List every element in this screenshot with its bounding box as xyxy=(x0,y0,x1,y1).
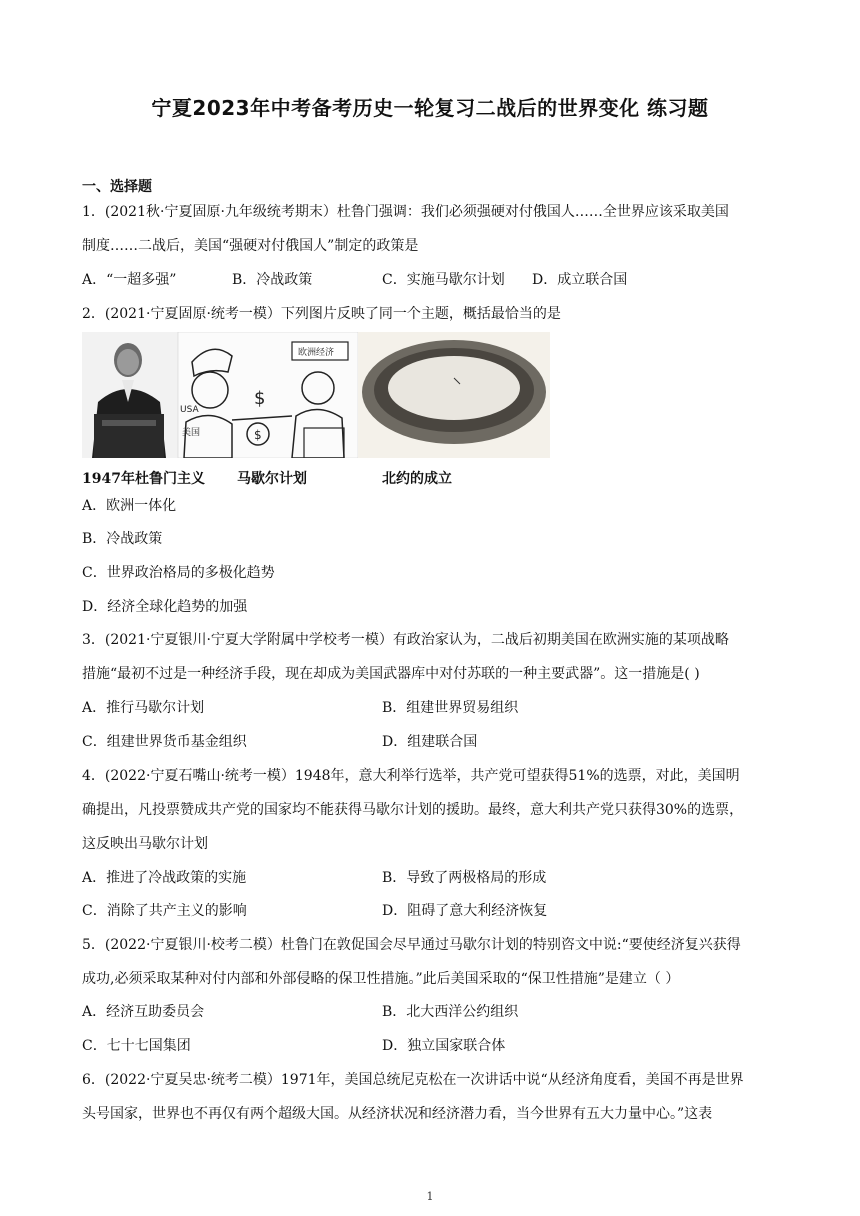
q2-images-svg xyxy=(82,332,550,458)
q6-stem-line2: 头号国家，世界也不再仅有两个超级大国。从经济状况和经济潜力看，当今世界有五大力量中心。”这表 xyxy=(82,1106,713,1122)
q2-caption-truman: 1947年杜鲁门主义 xyxy=(82,471,205,487)
q5-option-a: A．经济互助委员会 xyxy=(82,1004,205,1020)
q2-option-d: D．经济全球化趋势的加强 xyxy=(82,599,248,615)
q4-option-b: B．导致了两极格局的形成 xyxy=(382,870,547,886)
q3-stem-line2: 措施“最初不过是一种经济手段，现在却成为美国武器库中对付苏联的一种主要武器”。这一措施是( ) xyxy=(82,666,700,682)
q5-option-c: C．七十七国集团 xyxy=(82,1038,191,1054)
q4-stem-line1: 4．(2022·宁夏石嘴山·统考一模）1948年，意大利举行选举，共产党可望获得51%的选票，对此，美国明 xyxy=(82,768,740,784)
q4-stem-line3: 这反映出马歇尔计划 xyxy=(82,836,208,852)
q2-caption-marshall: 马歇尔计划 xyxy=(237,471,307,487)
q5-option-b: B．北大西洋公约组织 xyxy=(382,1004,519,1020)
q3-option-c: C．组建世界货币基金组织 xyxy=(82,734,247,750)
q4-option-c: C．消除了共产主义的影响 xyxy=(82,903,247,919)
q2-option-b: B．冷战政策 xyxy=(82,531,163,547)
europe-economy-label: 欧洲经济 xyxy=(298,348,335,358)
q4-option-d: D．阻碍了意大利经济恢复 xyxy=(382,903,548,919)
q1-option-a: A．“一超多强” xyxy=(82,272,177,288)
q1-option-c: C．实施马歇尔计划 xyxy=(382,272,505,288)
nato-meeting-photo xyxy=(358,332,550,458)
q3-stem-line1: 3．(2021·宁夏银川·宁夏大学附属中学校考一模）有政治家认为，二战后初期美国在欧洲实施的某项战略 xyxy=(82,632,729,648)
q2-stem-line1: 2．(2021·宁夏固原·统考一模）下列图片反映了同一个主题，概括最恰当的是 xyxy=(82,306,561,322)
q5-stem-line1: 5．(2022·宁夏银川·校考二模）杜鲁门在敦促国会尽早通过马歇尔计划的特别咨文中说:“要使经济复兴获得 xyxy=(82,937,741,953)
q3-option-b: B．组建世界贸易组织 xyxy=(382,700,519,716)
q3-option-a: A．推行马歇尔计划 xyxy=(82,700,205,716)
q2-option-a: A．欧洲一体化 xyxy=(82,498,177,514)
q1-option-d: D．成立联合国 xyxy=(532,272,628,288)
usa-label: USA xyxy=(180,405,199,415)
q4-option-a: A．推进了冷战政策的实施 xyxy=(82,870,247,886)
q2-option-c: C．世界政治格局的多极化趋势 xyxy=(82,565,275,581)
truman-photo xyxy=(82,332,178,458)
q2-image-strip xyxy=(82,332,550,458)
q4-stem-line2: 确提出，凡投票赞成共产党的国家均不能获得马歇尔计划的援助。最终，意大利共产党只获得30%的选票， xyxy=(82,802,744,818)
q6-stem-line1: 6．(2022·宁夏吴忠·统考二模）1971年，美国总统尼克松在一次讲话中说“从经济角度看，美国不再是世界 xyxy=(82,1072,744,1088)
svg-text:$: $ xyxy=(254,388,266,409)
section-heading: 一、选择题 xyxy=(82,179,152,195)
q2-caption-nato: 北约的成立 xyxy=(382,471,452,487)
q1-stem-line2: 制度……二战后，美国“强硬对付俄国人”制定的政策是 xyxy=(82,238,419,254)
usa-cn-label: 美国 xyxy=(182,428,201,438)
document-title: 宁夏2023年中考备考历史一轮复习二战后的世界变化 练习题 xyxy=(151,96,709,120)
svg-text:$: $ xyxy=(254,428,262,442)
q5-stem-line2: 成功,必须采取某种对付内部和外部侵略的保卫性措施。”此后美国采取的“保卫性措施”是建立（ ） xyxy=(82,971,680,987)
q1-stem-line1: 1．(2021秋·宁夏固原·九年级统考期末）杜鲁门强调：我们必须强硬对付俄国人……全世界应该采取美国 xyxy=(82,204,729,220)
q3-option-d: D．组建联合国 xyxy=(382,734,478,750)
q1-option-b: B．冷战政策 xyxy=(232,272,313,288)
page-number: 1 xyxy=(426,1190,434,1203)
marshall-plan-cartoon xyxy=(178,332,358,458)
q5-option-d: D．独立国家联合体 xyxy=(382,1038,506,1054)
